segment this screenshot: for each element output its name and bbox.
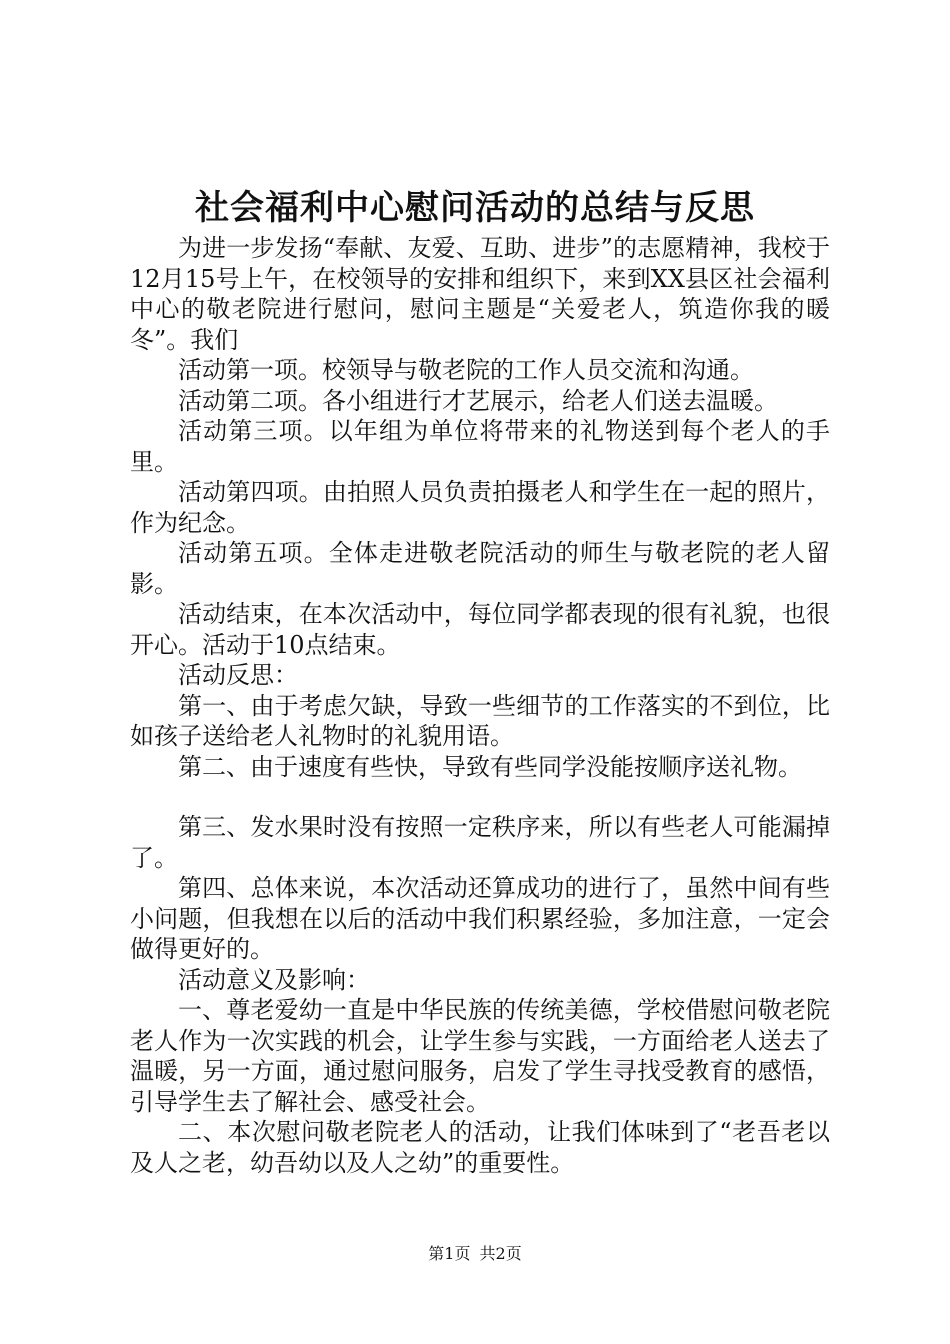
paragraph-reflection-heading: 活动反思： [178,661,298,689]
paragraph-intro: 为进一步发扬“奉献、友爱、互助、进步”的志愿精神，我校于12月15号上午，在校领导的安排和组织下，来到XX县区社会福利中心的敬老院进行慰问，慰问主题是“关爱老人，筑造你我的暖冬”。我们 [130,234,830,354]
paragraph-significance-1: 一、尊老爱幼一直是中华民族的传统美德，学校借慰问敬老院老人作为一次实践的机会，让学生参与实践，一方面给老人送去了温暖，另一方面，通过慰问服务，启发了学生寻找受教育的感悟，引导学生去了解社会、感受社会。 [130,996,830,1116]
paragraph-activity-1: 活动第一项。校领导与敬老院的工作人员交流和沟通。 [178,356,754,384]
document-body [130,233,830,1178]
paragraph-significance-2: 二、本次慰问敬老院老人的活动，让我们体味到了“老吾老以及人之老，幼吾幼以及人之幼”的重要性。 [130,1118,830,1177]
paragraph-reflection-2: 第二、由于速度有些快，导致有些同学没能按顺序送礼物。 [178,752,802,781]
paragraph-activity-2: 活动第二项。各小组进行才艺展示，给老人们送去温暖。 [178,386,778,415]
paragraph-activity-4: 活动第四项。由拍照人员负责拍摄老人和学生在一起的照片，作为纪念。 [130,478,830,537]
paragraph-activity-end: 活动结束，在本次活动中，每位同学都表现的很有礼貌，也很开心。活动于10点结束。 [130,600,830,659]
paragraph-reflection-3: 第三、发水果时没有按照一定秩序来，所以有些老人可能漏掉了。 [130,813,830,872]
page-footer [0,1243,950,1265]
paragraph-reflection-1: 第一、由于考虑欠缺，导致一些细节的工作落实的不到位，比如孩子送给老人礼物时的礼貌用语。 [130,691,830,750]
document-title: 社会福利中心慰问活动的总结与反思 [195,188,755,228]
paragraph-significance-heading: 活动意义及影响： [178,965,370,994]
page-number-current: 第1页 [428,1244,471,1263]
paragraph-activity-3: 活动第三项。以年组为单位将带来的礼物送到每个老人的手里。 [130,417,830,476]
paragraph-activity-5: 活动第五项。全体走进敬老院活动的师生与敬老院的老人留影。 [130,539,830,598]
paragraph-reflection-4: 第四、总体来说，本次活动还算成功的进行了，虽然中间有些小问题，但我想在以后的活动中我们积累经验，多加注意，一定会做得更好的。 [130,874,830,963]
page-number-total: 共2页 [479,1244,522,1263]
